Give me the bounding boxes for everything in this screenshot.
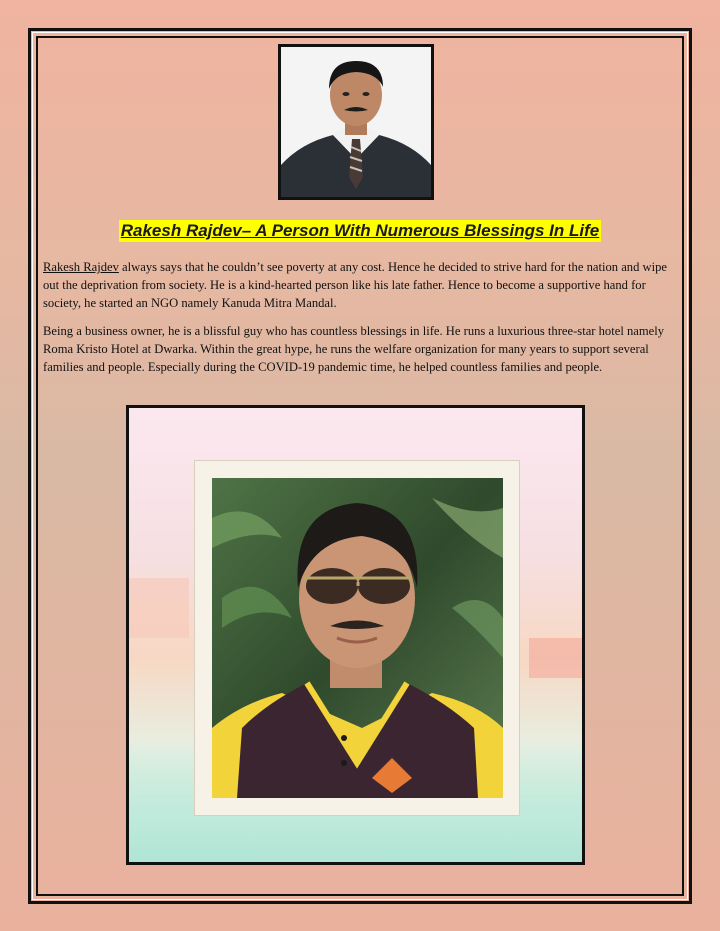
- paragraph-1-text: always says that he couldn’t see poverty at any cost. Hence he decided to strive hard for the nation and wipe out the deprivation from society. He is a kind-hearted person like his late father. Hence to become a supportive hand for society, he started an NGO namely Kanuda Mitra Mandal.: [43, 260, 668, 310]
- paragraph-1: [43, 258, 675, 312]
- rakesh-rajdev-link[interactable]: Rakesh Rajdev: [43, 260, 119, 274]
- portrait-formal-illustration: [281, 47, 431, 197]
- photo-mat: [194, 460, 520, 816]
- portrait-photo-formal: [278, 44, 434, 200]
- paragraph-2: Being a business owner, he is a blissful guy who has countless blessings in life. He runs a luxurious three-star hotel namely Roma Kristo Hotel at Dwarka. Within the great hype, he runs the welfare organization for many years to support several families and people. Especially during the COVID-19 pandemic time, he helped countless families and people.: [43, 324, 665, 374]
- portrait-photo-sunglasses: [212, 478, 503, 798]
- portrait-sunglasses-illustration: [212, 478, 503, 798]
- feature-photo-frame: [126, 405, 585, 865]
- article-title: Rakesh Rajdev– A Person With Numerous Blessings In Life: [120, 221, 600, 240]
